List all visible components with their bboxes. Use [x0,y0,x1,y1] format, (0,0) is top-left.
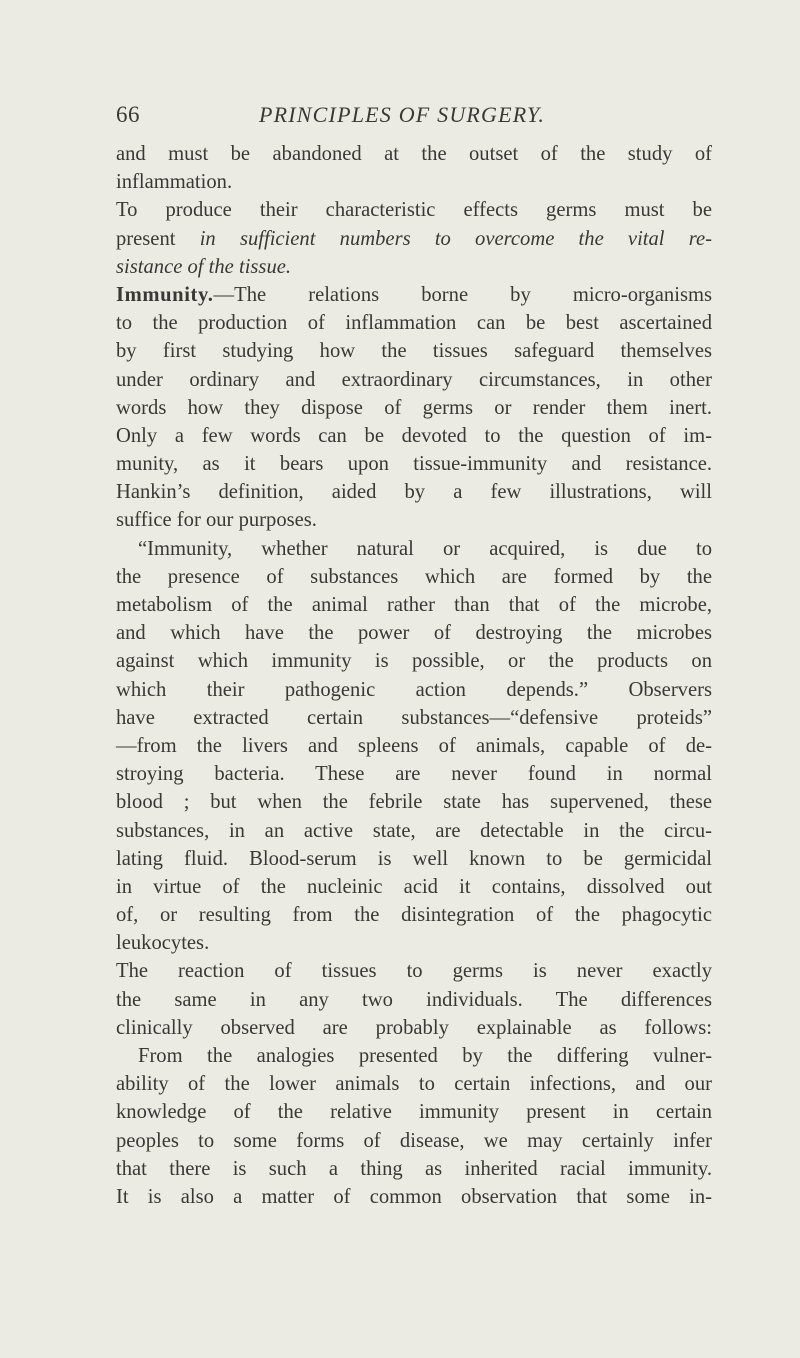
italic-text-run: in sufficient numbers to overcome the vital re- [199,227,713,250]
text-line: peoples to some forms of disease, we may certainly infer [116,1129,712,1152]
text-line: blood ; but when the febrile state has supervened, these [116,791,712,814]
text-line: that there is such a thing as inherited racial immunity. [116,1157,712,1180]
text-line: substances, in an active state, are detectable in the circu- [116,819,712,842]
text-line: and which have the power of destroying the microbes [116,622,712,645]
text-run: present [116,227,176,250]
text-line: lating fluid. Blood-serum is well known to be germicidal [116,847,712,870]
text-line: the same in any two individuals. The differences [116,988,712,1011]
text-line: under ordinary and extraordinary circumstances, in other [116,368,712,391]
text-line: From the analogies presented by the differing vulner- [138,1045,712,1067]
text-line: Only a few words can be devoted to the question of im- [116,424,712,447]
text-line: munity, as it bears upon tissue-immunity and resistance. [116,453,712,476]
text-line: and must be abandoned at the outset of the study of [116,143,712,165]
side-heading: Immunity. [116,283,214,306]
text-line: to the production of inflammation can be best ascertained [116,312,712,335]
running-title: PRINCIPLES OF SURGERY. [259,102,546,127]
body-text [116,140,712,1211]
text-line: To produce their characteristic effects germs must be [116,199,712,222]
text-line [116,225,712,253]
text-line: inflammation. [116,171,233,194]
text-line: —from the livers and spleens of animals, capable of de- [116,734,712,757]
text-line: “Immunity, whether natural or acquired, is due to [138,537,712,560]
text-line: suffice for our purposes. [116,509,317,532]
text-line: sistance of the tissue. [116,255,292,278]
text-line: clinically observed are probably explainable as follows: [116,1016,712,1039]
text-line: metabolism of the animal rather than that of the microbe, [116,594,712,616]
text-line: The reaction of tissues to germs is never exactly [116,960,712,983]
text-line: ability of the lower animals to certain infections, and our [116,1073,712,1096]
text-line: which their pathogenic action depends.” Observers [116,678,712,701]
text-line: words how they dispose of germs or render them inert. [116,396,712,419]
text-run: —The relations borne by micro-organisms [213,283,712,306]
text-line: by first studying how the tissues safeguard themselves [116,340,712,363]
text-line: knowledge of the relative immunity present in certain [116,1101,712,1124]
text-line: Hankin’s definition, aided by a few illustrations, will [116,481,712,504]
text-line: It is also a matter of common observation that some in- [116,1185,712,1208]
text-line [116,281,712,309]
text-line: against which immunity is possible, or the products on [116,650,712,673]
text-line: leukocytes. [116,932,210,955]
text-line: stroying bacteria. These are never found in normal [116,763,712,786]
running-head [116,102,712,134]
text-line: in virtue of the nucleinic acid it contains, dissolved out [116,875,712,898]
text-line: the presence of substances which are formed by the [116,565,712,588]
page-number: 66 [116,102,140,127]
text-line: have extracted certain substances—“defensive proteids” [116,706,712,729]
text-line: of, or resulting from the disintegration of the phagocytic [116,904,712,927]
